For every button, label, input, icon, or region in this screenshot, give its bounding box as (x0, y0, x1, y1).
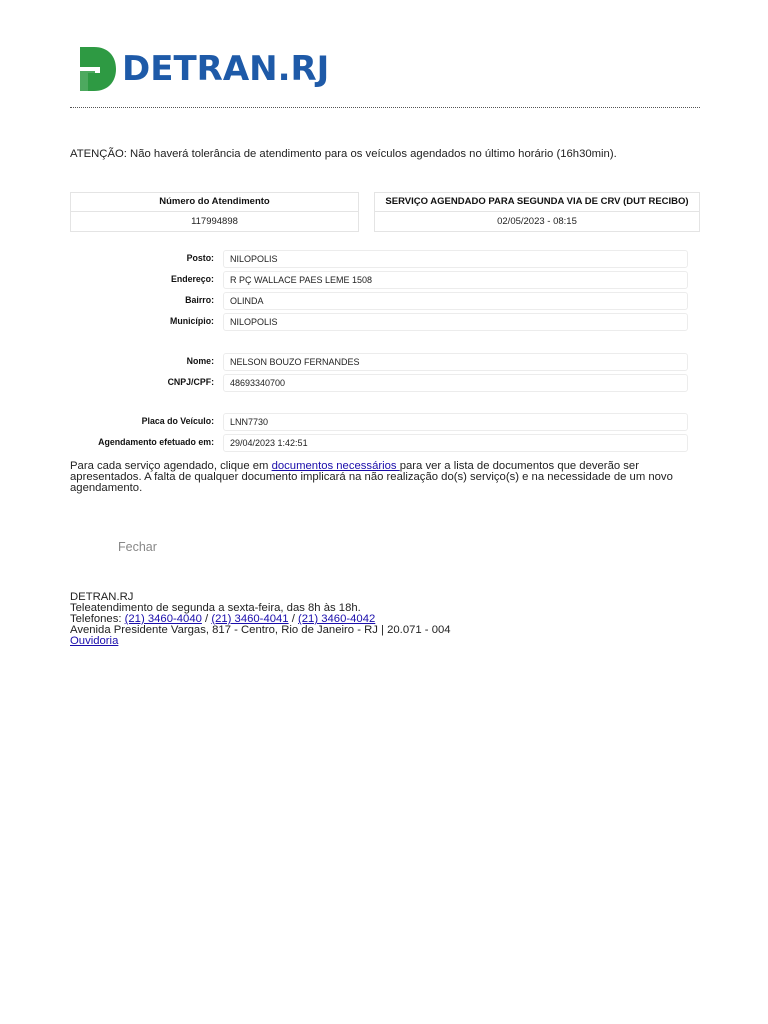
logo-text: DETRAN.RJ (122, 49, 330, 89)
endereco-field: R PÇ WALLACE PAES LEME 1508 (223, 271, 688, 289)
detran-logo (80, 46, 329, 92)
ouvidoria-link[interactable]: Ouvidoria (70, 635, 119, 647)
bairro-label: Bairro: (185, 295, 214, 305)
placa-label: Placa do Veículo: (141, 416, 214, 426)
phone-link-3[interactable]: (21) 3460-4042 (298, 613, 376, 625)
cpf-field: 48693340700 (223, 374, 688, 392)
posto-field: NILOPOLIS (223, 250, 688, 268)
footer (70, 592, 451, 647)
close-button[interactable]: Fechar (118, 540, 157, 554)
info-text-end: para ver a lista de documentos que deverão ser apresentados. A falta de qualquer documento implicará na não realização do(s) serviço(s) e na necessidade de um novo agendamento. (70, 460, 673, 494)
phone-separator-2: / (288, 613, 299, 625)
placa-field: LNN7730 (223, 413, 688, 431)
agendamento-field: 29/04/2023 1:42:51 (223, 434, 688, 452)
attention-notice: ATENÇÃO: Não haverá tolerância de atendimento para os veículos agendados no último horário (16h30min). (70, 148, 617, 160)
municipio-field: NILOPOLIS (223, 313, 688, 331)
footer-org: DETRAN.RJ (70, 591, 134, 603)
service-datetime-value: 02/05/2023 - 08:15 (374, 211, 700, 232)
nome-field: NELSON BOUZO FERNANDES (223, 353, 688, 371)
documents-info (70, 461, 710, 494)
bairro-field: OLINDA (223, 292, 688, 310)
cpf-label: CNPJ/CPF: (167, 377, 214, 387)
phone-link-1[interactable]: (21) 3460-4040 (124, 613, 202, 625)
phone-separator-1: / (201, 613, 212, 625)
documents-link[interactable]: documentos necessários (271, 460, 400, 472)
posto-label: Posto: (186, 253, 214, 263)
info-text-start: Para cada serviço agendado, clique em (70, 460, 272, 472)
phones-label: Telefones: (70, 613, 125, 625)
footer-hours: Teleatendimento de segunda a sexta-feira, das 8h às 18h. (70, 602, 361, 614)
agendamento-label: Agendamento efetuado em: (98, 437, 214, 447)
footer-address: Avenida Presidente Vargas, 817 - Centro, Rio de Janeiro - RJ | 20.071 - 004 (70, 624, 451, 636)
attendance-number-header: Número do Atendimento (70, 192, 359, 212)
attendance-number-value: 117994898 (70, 211, 359, 232)
header-divider (70, 107, 700, 108)
service-header: SERVIÇO AGENDADO PARA SEGUNDA VIA DE CRV (DUT RECIBO) (374, 192, 700, 212)
nome-label: Nome: (186, 356, 214, 366)
endereco-label: Endereço: (170, 274, 214, 284)
detran-logo-icon (80, 47, 116, 91)
phone-link-2[interactable]: (21) 3460-4041 (211, 613, 289, 625)
municipio-label: Município: (170, 316, 214, 326)
